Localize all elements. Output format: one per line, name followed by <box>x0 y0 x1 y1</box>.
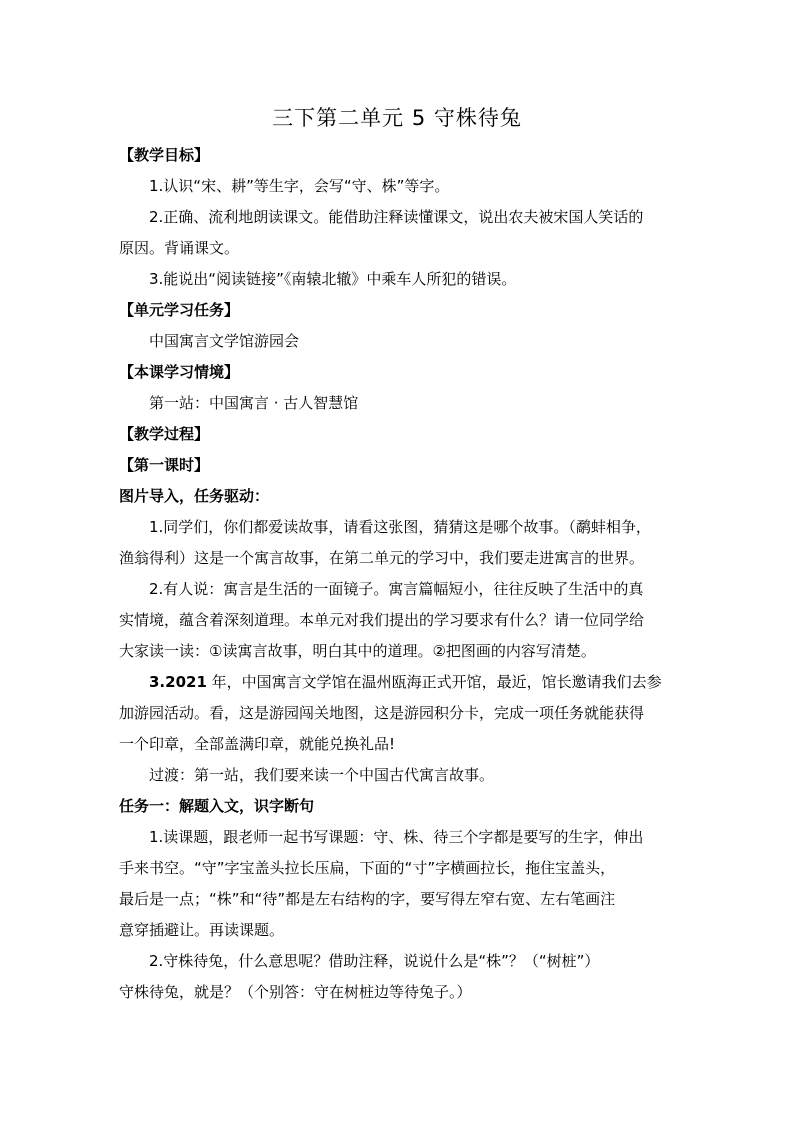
task1-p2-line-2: 守株待兔，就是？（个别答：守在树桩边等待兔子。） <box>119 983 472 1001</box>
intro-p2-line-2: 实情境，蕴含着深刻道理。本单元对我们提出的学习要求有什么？请一位同学给 <box>119 611 645 629</box>
page-title: 三下第二单元 5 守株待兔 <box>272 106 522 130</box>
unit-task-heading: 【单元学习任务】 <box>119 301 240 319</box>
intro-p3-line-1-rest: 年，中国寓言文学馆在温州瓯海正式开馆，最近，馆长邀请我们去参 <box>206 673 662 691</box>
intro-p3-line-2: 加游园活动。看，这是游园闯关地图，这是游园积分卡，完成一项任务就能获得 <box>119 704 645 722</box>
intro-heading: 图片导入，任务驱动： <box>119 487 270 505</box>
intro-p1-line-2: 渔翁得利）这是一个寓言故事，在第二单元的学习中，我们要走进寓言的世界。 <box>119 549 645 567</box>
task1-p2-line-1: 2.守株待兔，什么意思呢？借助注释，说说什么是“株”？（“树桩”） <box>149 952 600 970</box>
task1-p1-line-4: 意穿插避让。再读课题。 <box>119 921 285 939</box>
unit-task-text: 中国寓言文学馆游园会 <box>149 332 300 350</box>
task1-p1-line-3: 最后是一点；“株”和“待”都是左右结构的字，要写得左窄右宽、左右笔画注 <box>119 890 616 908</box>
intro-p3-line-1 <box>119 667 679 698</box>
task1-p1-line-1: 1.读课题，跟老师一起书写课题：守、株、待三个字都是要写的生字，伸出 <box>149 828 644 846</box>
intro-p2-line-3: 大家读一读：①读寓言故事，明白其中的道理。②把图画的内容写清楚。 <box>119 642 596 660</box>
lesson1-heading: 【第一课时】 <box>119 456 210 474</box>
task1-heading: 任务一：解题入文，识字断句 <box>119 797 315 815</box>
objective-item-2-line-1: 2.正确、流利地朗读课文。能借助注释读懂课文，说出农夫被宋国人笑话的 <box>149 208 644 226</box>
objectives-heading: 【教学目标】 <box>119 146 210 164</box>
objective-item-1: 1.认识“宋、耕”等生字，会写“守、株”等字。 <box>149 177 450 195</box>
objective-item-2-line-2: 原因。背诵课文。 <box>119 239 240 257</box>
objective-item-3: 3.能说出“阅读链接”《南辕北辙》中乘车人所犯的错误。 <box>149 270 517 288</box>
intro-transition: 过渡：第一站，我们要来读一个中国古代寓言故事。 <box>149 766 495 784</box>
task1-p1-line-2: 手来书空。“守”字宝盖头拉长压扁，下面的“寸”字横画拉长，拖住宝盖头， <box>119 859 616 877</box>
intro-p1-line-1: 1.同学们，你们都爱读故事，请看这张图，猜猜这是哪个故事。（鹬蚌相争， <box>149 518 651 536</box>
context-heading: 【本课学习情境】 <box>119 363 240 381</box>
process-heading: 【教学过程】 <box>119 425 210 443</box>
intro-p2-line-1: 2.有人说：寓言是生活的一面镜子。寓言篇幅短小，往往反映了生活中的真 <box>149 580 644 598</box>
intro-p3-line-3: 一个印章，全部盖满印章，就能兑换礼品! <box>119 735 396 753</box>
intro-p3-year: 3.2021 <box>149 673 207 691</box>
context-text: 第一站：中国寓言 · 古人智慧馆 <box>149 394 359 412</box>
document-body <box>119 140 679 1008</box>
